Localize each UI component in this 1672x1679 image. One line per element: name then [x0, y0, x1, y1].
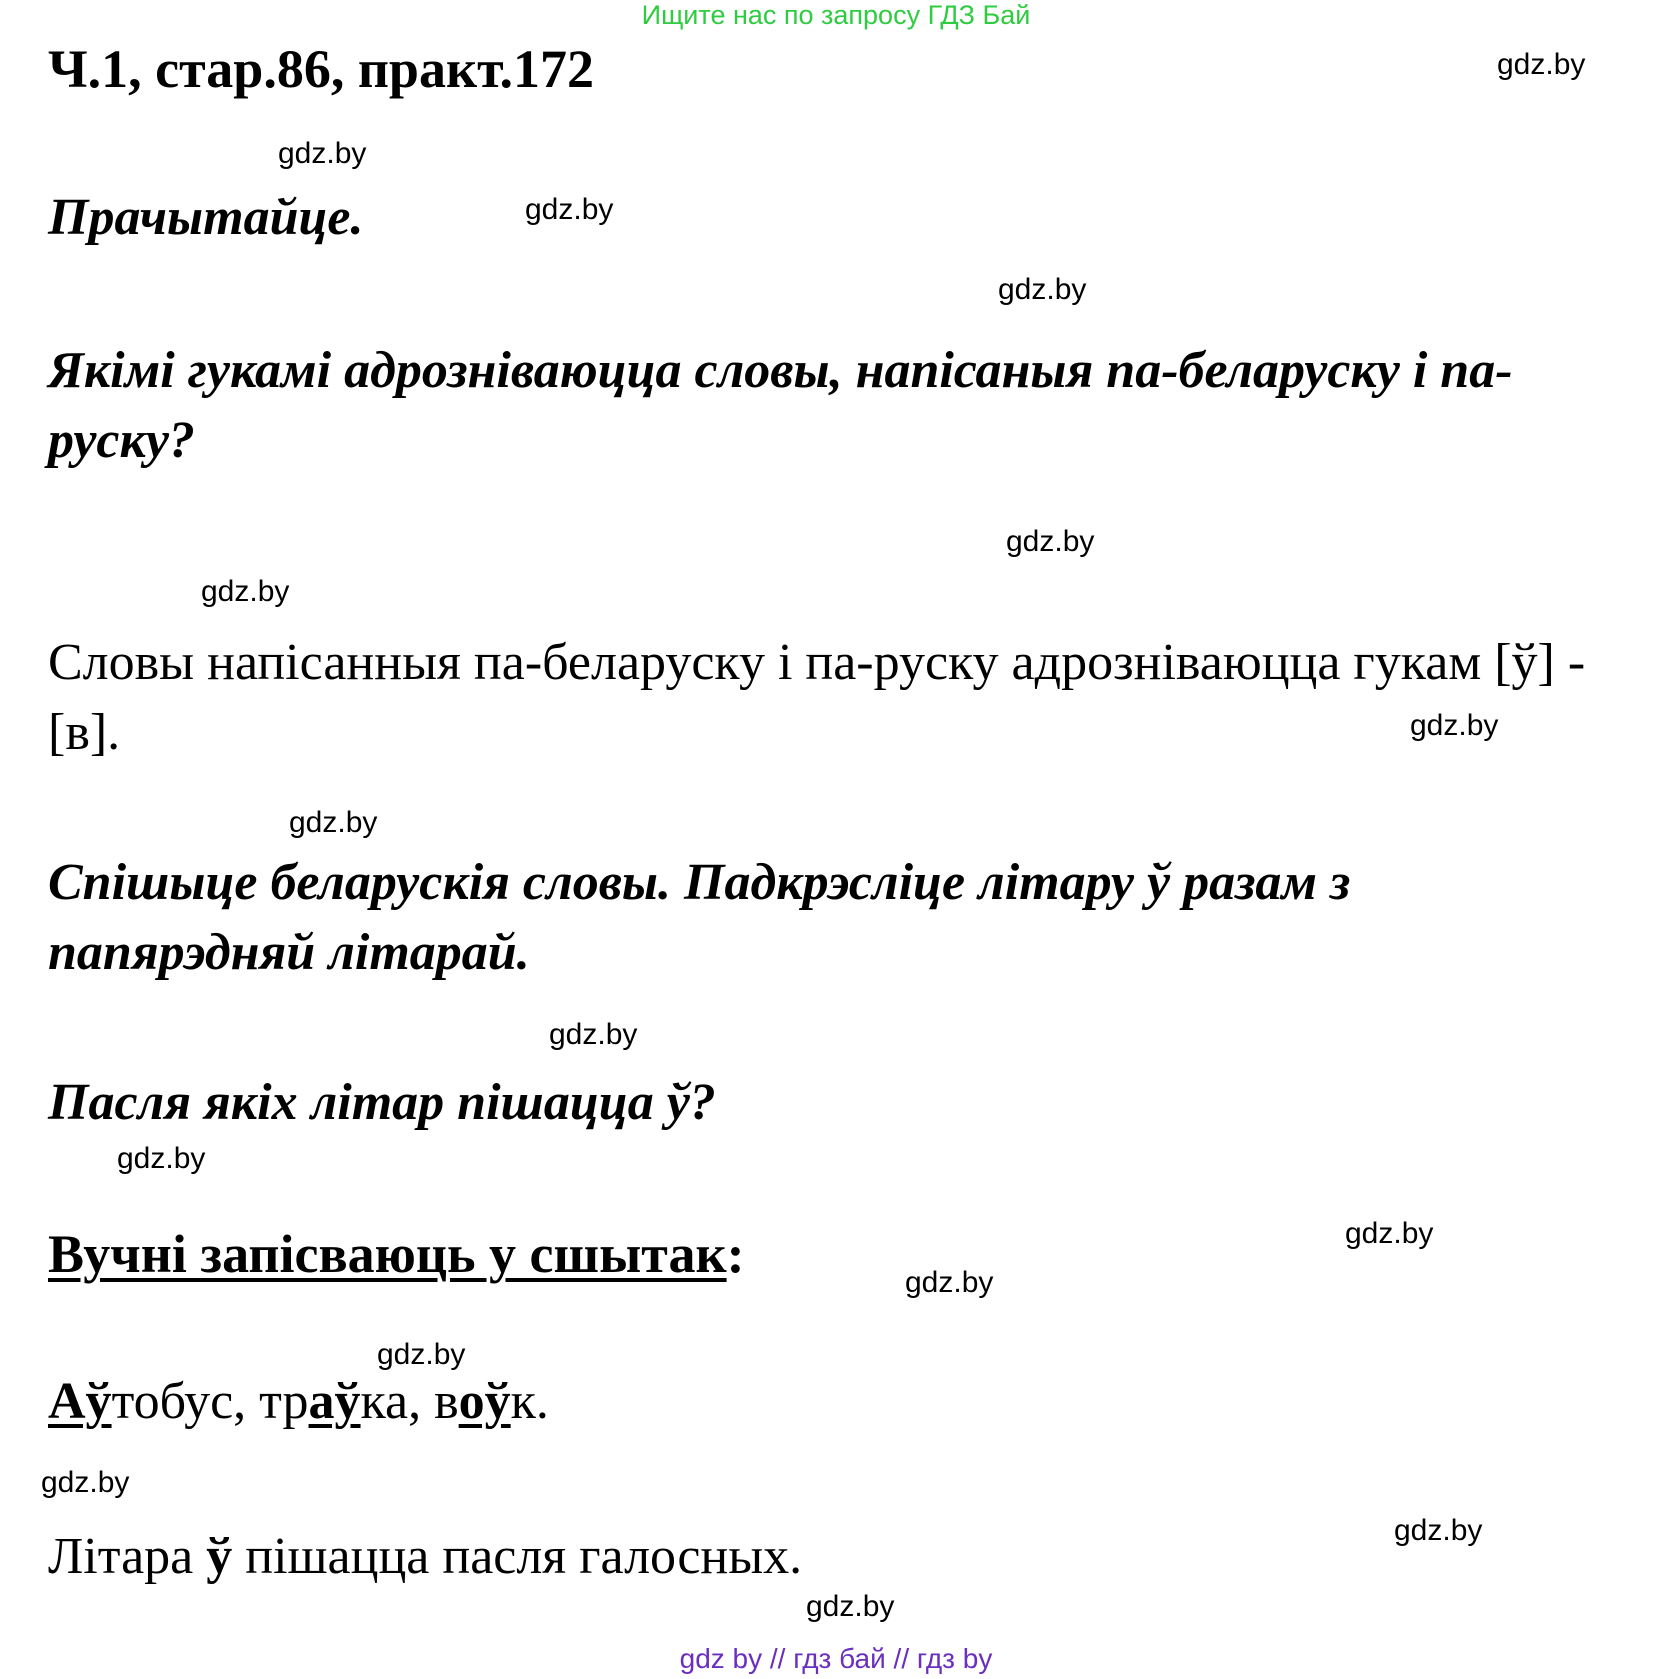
watermark: gdz.by [806, 1590, 895, 1623]
conclusion-text: пішацца пасля галосных. [232, 1528, 803, 1585]
word-text: ка, [360, 1373, 435, 1430]
watermark: gdz.by [117, 1142, 206, 1175]
watermark: gdz.by [1497, 48, 1586, 81]
word-marked: аў [308, 1373, 361, 1430]
footer-links: gdz by // гдз бай // гдз by [679, 1643, 993, 1674]
word-list [48, 1372, 549, 1431]
watermark: gdz.by [1410, 709, 1499, 742]
task-copy-words: Спішыце беларускія словы. Падкрэсліце літару ў разам з папярэдняй літарай. [48, 854, 1351, 981]
word-text: в [434, 1373, 459, 1430]
word-text: к. [510, 1373, 549, 1430]
notebook-label: Вучні запісваюць у сшытак [48, 1224, 727, 1284]
watermark: gdz.by [905, 1266, 994, 1299]
watermark: gdz.by [1006, 525, 1095, 558]
notebook-heading [48, 1223, 745, 1285]
watermark: gdz.by [525, 193, 614, 226]
page-title: Ч.1, стар.86, практ.172 [48, 39, 595, 99]
word-text: тобус, [111, 1373, 260, 1430]
task-read: Прачытайце. [48, 189, 364, 246]
question-sounds: Якімі гукамі адрознiваюцца словы, напісаныя па-беларуску і па-руску? [48, 342, 1513, 469]
watermark: gdz.by [549, 1018, 638, 1051]
watermark: gdz.by [377, 1338, 466, 1371]
watermark: gdz.by [1394, 1514, 1483, 1547]
conclusion-letter: ў [206, 1528, 233, 1585]
word-marked: оў [458, 1373, 511, 1430]
conclusion-text: Літара [48, 1528, 207, 1585]
answer-sounds: Словы напісанныя па-беларуску і па-руску адрозніваюцца гукам [ў] - [в]. [48, 634, 1586, 761]
word-text: тр [259, 1373, 309, 1430]
search-banner: Ищите нас по запросу ГДЗ Бай [641, 0, 1031, 30]
watermark: gdz.by [41, 1466, 130, 1499]
watermark: gdz.by [289, 806, 378, 839]
watermark: gdz.by [201, 575, 290, 608]
notebook-colon: : [726, 1224, 745, 1284]
watermark: gdz.by [1345, 1217, 1434, 1250]
watermark: gdz.by [998, 273, 1087, 306]
word-marked: Аў [48, 1373, 112, 1430]
question-letters: Пасля якіх літар пішацца ў? [48, 1074, 716, 1131]
watermark: gdz.by [278, 137, 367, 170]
conclusion [48, 1527, 802, 1586]
